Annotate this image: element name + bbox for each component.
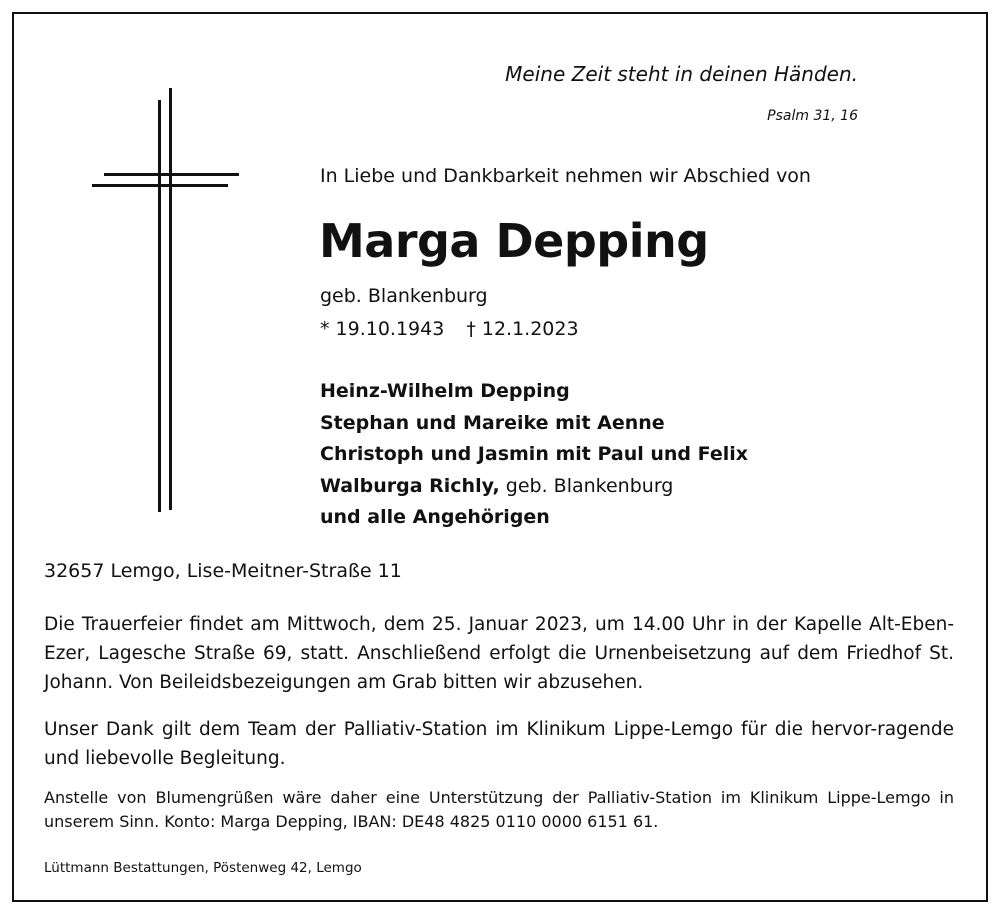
mourner-maiden-name: geb. Blankenburg (499, 474, 674, 497)
thanks-paragraph: Unser Dank gilt dem Team der Palliativ-Station im Klinikum Lippe-Lemgo für die hervor-ragende und liebevolle Begleitung. (44, 719, 954, 769)
mourner-name: Walburga Richly, (320, 474, 500, 497)
undertaker-info: Lüttmann Bestattungen, Pöstenweg 42, Lemgo (44, 860, 362, 876)
intro-line: In Liebe und Dankbarkeit nehmen wir Abschied von (320, 165, 811, 187)
mourner-line: und alle Angehörigen (320, 506, 550, 528)
mourner-line: Stephan und Mareike mit Aenne (320, 411, 665, 434)
mourner-line: Christoph und Jasmin mit Paul und Felix (320, 443, 749, 465)
funeral-details: Die Trauerfeier findet am Mittwoch, dem 25. Januar 2023, um 14.00 Uhr in der Kapelle Alt-Eben-Ezer, Lagesche Straße 69, statt. Anschließend erfolgt die Urnenbeisetzung auf dem Friedhof St. Johann. Von Beileidsbezeigungen am Grab bitten wir abzusehen. (44, 614, 954, 693)
birth-date: * 19.10.1943 (320, 318, 445, 340)
motto-verse: Meine Zeit steht in deinen Händen. (505, 62, 858, 86)
mourner-line: Heinz-Wilhelm Depping (320, 380, 570, 402)
mourners-list (320, 376, 748, 534)
family-address: 32657 Lemgo, Lise-Meitner-Straße 11 (44, 560, 402, 582)
deceased-name: Marga Depping (319, 214, 709, 268)
life-dates (320, 318, 579, 340)
death-date: † 12.1.2023 (466, 318, 579, 340)
donation-paragraph: Anstelle von Blumengrüßen wäre daher eine Unterstützung der Palliativ-Station im Klinikum Lippe-Lemgo in unserem Sinn. Konto: Marga Depping, IBAN: DE48 4825 0110 0000 6151 61. (44, 788, 954, 831)
psalm-reference: Psalm 31, 16 (767, 108, 858, 124)
mourner-line (320, 471, 748, 503)
maiden-name: geb. Blankenburg (320, 285, 488, 307)
